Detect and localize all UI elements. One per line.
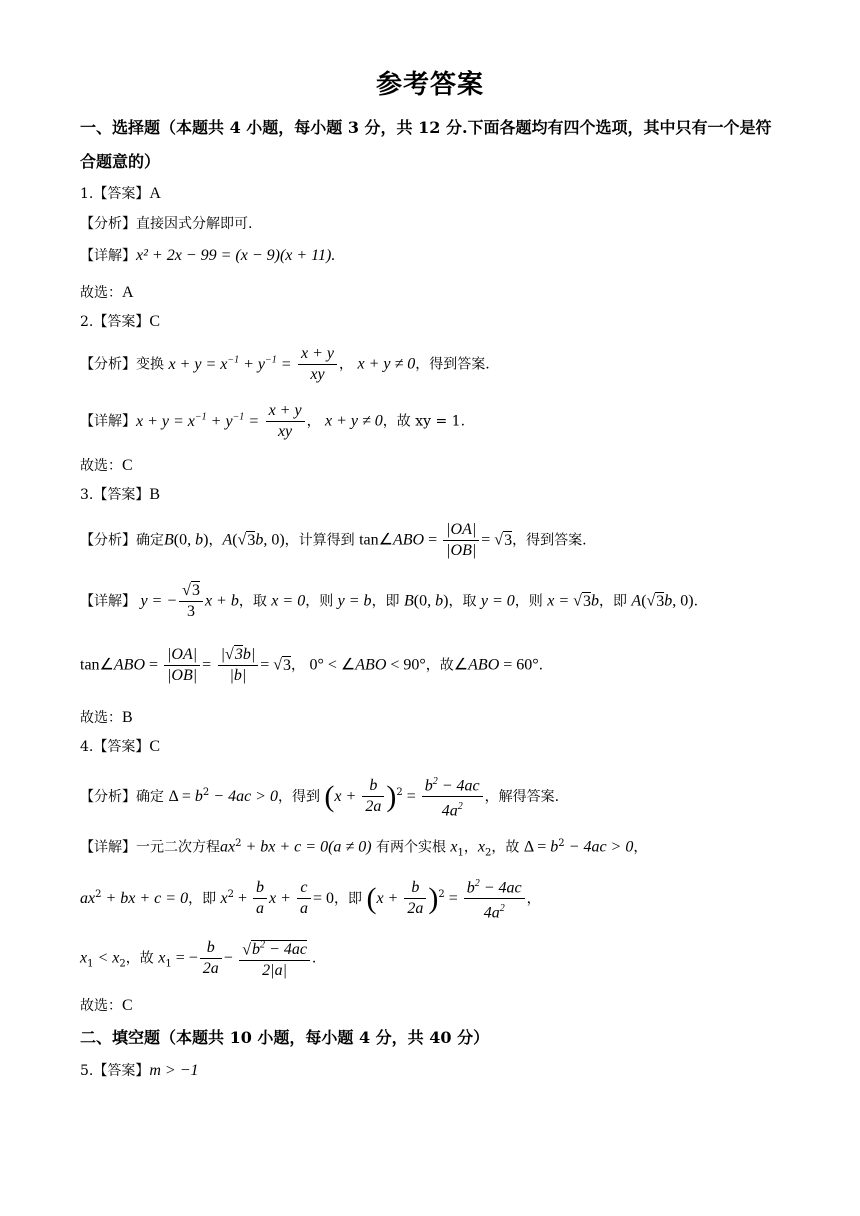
q1-detail: 【详解】x² + 2x − 99 = (x − 9)(x + 11). <box>80 247 336 264</box>
q2-answer: 2.【答案】C <box>80 313 161 330</box>
q3-detail-2: tan∠ABO = $\frac{|OA|}{|OB|}$ = $\frac{|√3b|}{|b|}$ = √3， 0° < ∠ABO < 90°，故∠ABO = 60°. <box>80 646 544 684</box>
section-1-heading: 一、选择题（本题共 4 小题，每小题 3 分，共 12 分.下面各题均有四个选项，其中只有一个是符合题意的） <box>80 118 772 171</box>
q1-analysis-text: 直接因式分解即可. <box>136 216 253 232</box>
q3-detail: 【详解】 y = − $\frac{√3}{3}$ x + b，取 x = 0，则 y = b，即 B(0, b)，取 y = 0，则 x = √3b，即 A(√3b, 0). <box>80 582 699 620</box>
q1-answer-value: A <box>149 185 161 202</box>
q4-choice: 故选：C <box>80 997 133 1014</box>
q3-analysis: 【分析】确定B(0, b)，A(√3b, 0)，计算得到 tan∠ABO = $\frac{|OA|}{|OB|}$ = √3，得到答案. <box>80 521 587 559</box>
q1-detail-formula: x² + 2x − 99 = (x − 9)(x + 11). <box>136 247 336 264</box>
q2-fraction: $\frac{x + y}{xy}$ <box>298 344 337 385</box>
q1-choice: 故选：A <box>80 284 134 301</box>
q5-answer-value: m > −1 <box>149 1062 199 1079</box>
q4-detail-2: $ax^2$ + bx + c = 0，即 $x^2$ + $\frac{b}{a}$ x + $\frac{c}{a}$ = 0，即 (x + $\frac{b}{2a}$ )$^2$ = $\frac{b^2 - 4ac}{4a^2}$ ， <box>80 874 541 924</box>
q1-number: 1. <box>80 186 94 202</box>
q1-answer: 1.【答案】A <box>80 185 161 202</box>
section-2-heading: 二、填空题（本题共 10 小题，每小题 4 分，共 40 分） <box>80 1028 490 1047</box>
q4-analysis: 【分析】确定 $\Delta = b^2 - 4ac > 0$，得到 (x + $\frac{b}{2a}$ )$^2$ = $\frac{b^2 - 4ac}{4a^2}$ ，解得答案. <box>80 772 559 822</box>
q3-answer: 3.【答案】B <box>80 486 161 503</box>
q5-answer: 5.【答案】m > −1 <box>80 1062 199 1079</box>
q3-choice: 故选：B <box>80 709 133 726</box>
q4-answer: 4.【答案】C <box>80 738 161 755</box>
q2-detail: 【详解】$x + y = x^{-1} + y^{-1}$ = $\frac{x + y}{xy}$ ， x + y ≠ 0，故 xy = 1. <box>80 402 466 440</box>
q4-detail-3: $x_1 < x_2$，故 $x_1$ = − $\frac{b}{2a}$ − $\frac{√b^2 - 4ac}{2|a|}$ . <box>80 936 316 981</box>
q2-analysis: 【分析】变换 $x + y = x^{-1} + y^{-1}$ = $\frac{x + y}{xy}$ ， x + y ≠ 0，得到答案. <box>80 345 490 383</box>
q4-detail: 【详解】一元二次方程$ax^2$ + bx + c = 0(a ≠ 0) 有两个实根 $x_1$，$x_2$，故 $\Delta = b^2 - 4ac > 0$， <box>80 838 648 859</box>
q1-analysis: 【分析】直接因式分解即可. <box>80 216 253 232</box>
q2-choice: 故选：C <box>80 457 133 474</box>
page-title: 参考答案 <box>375 70 484 100</box>
